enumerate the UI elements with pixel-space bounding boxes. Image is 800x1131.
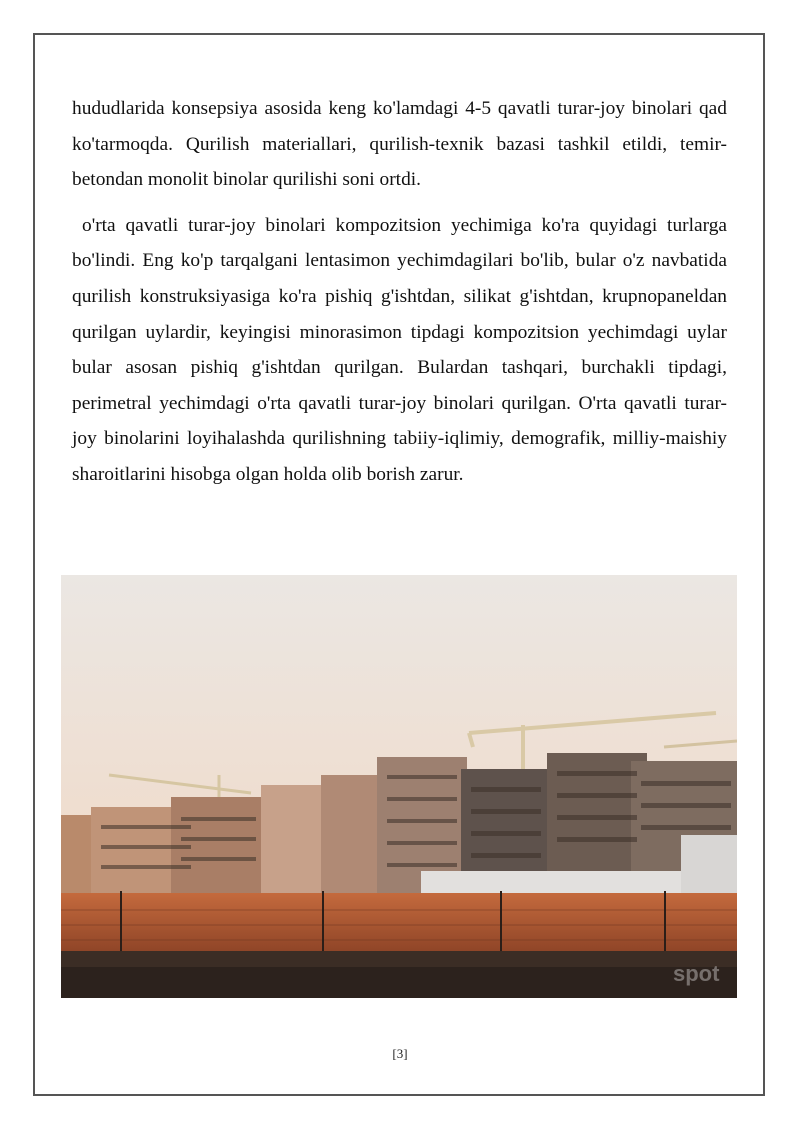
page-number: [3]: [392, 1046, 408, 1061]
ground-shadow: [61, 967, 737, 998]
paragraph-1: hududlarida konsepsiya asosida keng ko'lamdagi 4-5 qavatli turar-joy binolari qad ko'tarmoqda. Qurilish materiallari, qurilish-texnik bazasi tashkil etildi, temir-betondan monolit binolar qurilishi soni ortdi.: [72, 98, 727, 191]
construction-photo-illustration: [61, 575, 737, 998]
paragraph-2: o'rta qavatli turar-joy binolari kompozitsion yechimiga ko'ra quyidagi turlarga bo'lindi. Eng ko'p tarqalgani lentasimon yechimdagilari bo'lib, bular o'z navbatida qurilish konstruksiyasiga ko'ra pishiq g'ishtdan, silikat g'ishtdan, krupnopaneldan qurilgan uylardir, keyingisi minorasimon tipdagi kompozitsion yechimdagi uylar bular asosan pishiq g'ishtdan qurilgan. Bulardan tashqari, burchakli tipdagi, perimetral yechimdagi o'rta qavatli turar-joy binolari qurilgan. O'rta qavatli turar-joy binolarini loyihalashda qurilishning tabiiy-iqlimiy, demografik, milliy-maishiy sharoitlarini hisobga olgan holda olib borish zarur.: [72, 214, 727, 485]
building: [321, 775, 381, 895]
construction-photo: [61, 575, 737, 998]
photo-watermark: spot: [673, 961, 720, 986]
body-text: [72, 91, 727, 493]
orange-fence: [61, 893, 737, 953]
building: [261, 785, 321, 895]
